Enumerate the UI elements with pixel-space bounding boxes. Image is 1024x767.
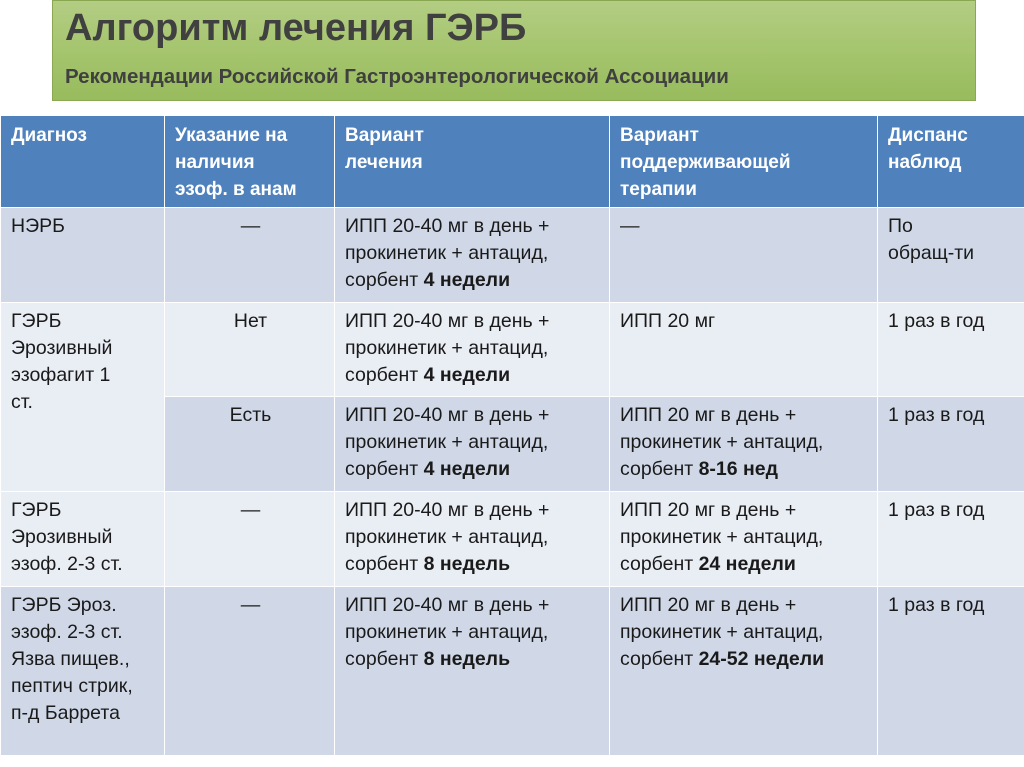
history-cell: Нет: [165, 302, 335, 397]
table-row: [1, 492, 1024, 587]
table-row: [1, 208, 1024, 303]
table-row: [1, 302, 1024, 397]
column-header-treatment: Вариант лечения: [335, 116, 610, 208]
column-header-history: Указание на наличия эзоф. в анам: [165, 116, 335, 208]
history-cell: —: [165, 586, 335, 755]
history-cell: —: [165, 208, 335, 303]
treatment-cell: ИПП 20-40 мг в день + прокинетик + антацид, сорбент 8 недель: [335, 492, 610, 587]
page-subtitle: Рекомендации Российской Гастроэнтерологической Ассоциации: [65, 65, 729, 88]
followup-cell: По обращ-ти: [878, 208, 1024, 303]
maintenance-cell: ИПП 20 мг в день + прокинетик + антацид, сорбент 24-52 недели: [610, 586, 878, 755]
title-banner: [52, 0, 976, 101]
treatment-cell: ИПП 20-40 мг в день + прокинетик + антацид, сорбент 4 недели: [335, 302, 610, 397]
followup-cell: 1 раз в год: [878, 302, 1024, 397]
diagnosis-cell: ГЭРБ Эрозивный эзоф. 2-3 ст.: [1, 492, 165, 587]
column-header-maintenance: Вариант поддерживающей терапии: [610, 116, 878, 208]
table-header-row: [1, 116, 1024, 208]
treatment-table: [0, 115, 1024, 756]
maintenance-cell: ИПП 20 мг в день + прокинетик + антацид, сорбент 24 недели: [610, 492, 878, 587]
treatment-cell: ИПП 20-40 мг в день + прокинетик + антацид, сорбент 4 недели: [335, 397, 610, 492]
history-cell: —: [165, 492, 335, 587]
treatment-cell: ИПП 20-40 мг в день + прокинетик + антацид, сорбент 8 недель: [335, 586, 610, 755]
followup-cell: 1 раз в год: [878, 586, 1024, 755]
followup-cell: 1 раз в год: [878, 492, 1024, 587]
page-title: Алгоритм лечения ГЭРБ: [65, 7, 527, 49]
diagnosis-cell: ГЭРБ Эроз. эзоф. 2-3 ст. Язва пищев., пептич стрик, п-д Баррета: [1, 586, 165, 755]
history-cell: Есть: [165, 397, 335, 492]
treatment-cell: ИПП 20-40 мг в день + прокинетик + антацид, сорбент 4 недели: [335, 208, 610, 303]
maintenance-cell: ИПП 20 мг в день + прокинетик + антацид, сорбент 8-16 нед: [610, 397, 878, 492]
diagnosis-cell: ГЭРБ Эрозивный эзофагит 1 ст.: [1, 302, 165, 491]
maintenance-cell: ИПП 20 мг: [610, 302, 878, 397]
column-header-followup: Диспанс наблюд: [878, 116, 1024, 208]
diagnosis-cell: НЭРБ: [1, 208, 165, 303]
column-header-diagnosis: Диагноз: [1, 116, 165, 208]
followup-cell: 1 раз в год: [878, 397, 1024, 492]
maintenance-cell: —: [610, 208, 878, 303]
table-row: [1, 586, 1024, 755]
